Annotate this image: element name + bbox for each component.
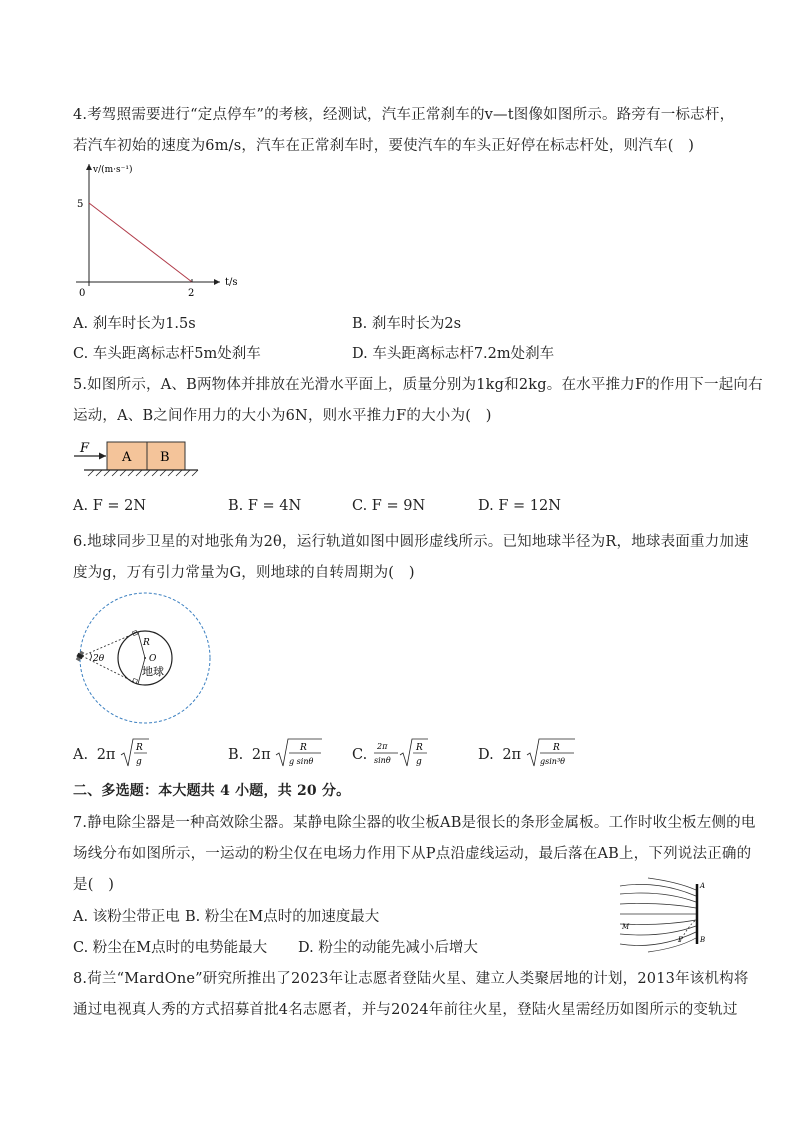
q6-center-label: O bbox=[149, 654, 157, 664]
q7-label-b: B bbox=[700, 936, 706, 944]
q6-option-a-num: R bbox=[136, 743, 143, 753]
q6-option-b-letter: B. bbox=[228, 747, 244, 763]
q5-option-b[interactable]: B. F = 4N bbox=[228, 498, 302, 514]
q4-x-tick-label: 2 bbox=[188, 288, 195, 299]
q4-option-b[interactable]: B. 刹车时长为2s bbox=[352, 316, 462, 332]
q6-option-b-sqrt bbox=[275, 737, 323, 773]
q6-tangent-lower bbox=[82, 656, 138, 684]
q6-orbit-figure bbox=[70, 590, 220, 730]
q6-option-d[interactable] bbox=[478, 737, 576, 773]
q6-option-b[interactable] bbox=[228, 737, 323, 773]
q6-option-c-fraction bbox=[372, 737, 430, 773]
q4-y-tick-label: 5 bbox=[77, 199, 84, 210]
q6-radius-label: R bbox=[143, 638, 150, 648]
q7-option-d[interactable]: D. 粉尘的动能先减小后增大 bbox=[298, 940, 478, 956]
q4-x-axis-label: t/s bbox=[225, 277, 238, 288]
q6-option-d-letter: D. bbox=[478, 747, 494, 763]
q5-force-label: F bbox=[80, 441, 90, 456]
q7-label-a: A bbox=[700, 882, 706, 890]
q5-ground-hatching bbox=[88, 470, 198, 476]
q4-stem-line2: 若汽车初始的速度为6m/s，汽车在正常刹车时，要使汽车的车头正好停在标志杆处，则汽车( ) bbox=[73, 138, 695, 154]
q7-field-lines bbox=[620, 878, 696, 952]
q6-option-c[interactable] bbox=[352, 737, 430, 773]
q6-option-b-num: R bbox=[300, 743, 308, 753]
q5-block-a-label: A bbox=[122, 450, 132, 465]
q6-option-a-coef: 2π bbox=[96, 747, 116, 763]
q6-option-c-coef-num: 2π bbox=[376, 742, 388, 751]
q6-stem-line2: 度为g，万有引力常量为G，则地球的自转周期为( ) bbox=[73, 565, 415, 581]
q6-earth-label: 地球 bbox=[142, 665, 164, 678]
q7-option-a[interactable]: A. 该粉尘带正电 bbox=[73, 909, 180, 925]
q6-center-dot bbox=[144, 657, 146, 659]
q6-option-d-sqrt bbox=[526, 737, 576, 773]
q6-angle-label: 2θ bbox=[93, 654, 105, 664]
q6-option-d-coef: 2π bbox=[502, 747, 522, 763]
q5-block-b-label: B bbox=[160, 450, 170, 465]
q6-option-a-den: g bbox=[136, 757, 142, 767]
q6-option-a[interactable] bbox=[73, 737, 150, 773]
q6-option-b-den: g sinθ bbox=[289, 757, 314, 766]
q5-blocks-figure bbox=[70, 436, 210, 480]
q4-vt-graph bbox=[70, 158, 250, 303]
q6-stem-line1: 6.地球同步卫星的对地张角为2θ，运行轨道如图中圆形虚线所示。已知地球半径为R，地球表面重力加速 bbox=[73, 534, 749, 550]
q7-option-b[interactable]: B. 粉尘在M点时的加速度最大 bbox=[185, 909, 380, 925]
q5-stem-line1: 5.如图所示，A、B两物体并排放在光滑水平面上，质量分别为1kg和2kg。在水平推力F的作用下一起向右 bbox=[73, 377, 763, 393]
q6-option-c-coef-den: sinθ bbox=[373, 756, 391, 765]
q6-option-d-num: R bbox=[552, 743, 560, 753]
q6-option-b-coef: 2π bbox=[251, 747, 271, 763]
q7-stem-line3: 是( ) bbox=[73, 877, 115, 893]
q4-origin-label: 0 bbox=[79, 288, 86, 299]
q5-stem-line2: 运动，A、B之间作用力的大小为6N，则水平推力F的大小为( ) bbox=[73, 408, 492, 424]
q4-stem-line1: 4.考驾照需要进行“定点停车”的考核，经测试，汽车正常刹车的v—t图像如图所示。路旁有一标志杆， bbox=[73, 107, 735, 123]
q6-option-c-num: R bbox=[415, 743, 423, 753]
q4-y-axis-label: v/(m·s⁻¹) bbox=[93, 165, 133, 175]
q8-stem-line2: 通过电视真人秀的方式招募首批4名志愿者，并与2024年前往火星，登陆火星需经历如图所示的变轨过 bbox=[73, 1002, 738, 1018]
q5-option-a[interactable]: A. F = 2N bbox=[73, 498, 147, 514]
q6-option-c-letter: C. bbox=[352, 747, 368, 763]
q7-label-p: P bbox=[678, 936, 683, 944]
section-2-title: 二、多选题：本大题共 4 小题，共 20 分。 bbox=[73, 783, 351, 799]
q7-stem-line2: 场线分布如图所示，一运动的粉尘仅在电场力作用下从P点沿虚线运动，最后落在AB上，下列说法正确的 bbox=[73, 846, 752, 862]
q7-stem-line1: 7.静电除尘器是一种高效除尘器。某静电除尘器的收尘板AB是很长的条形金属板。工作时收尘板左侧的电 bbox=[73, 815, 756, 831]
q6-option-c-den: g bbox=[415, 757, 422, 767]
q4-option-d[interactable]: D. 车头距离标志杆7.2m处刹车 bbox=[352, 346, 555, 362]
q7-label-m: M bbox=[622, 923, 630, 931]
q5-option-c[interactable]: C. F = 9N bbox=[352, 498, 426, 514]
q7-field-lines-figure bbox=[618, 876, 718, 954]
q4-option-a[interactable]: A. 刹车时长为1.5s bbox=[73, 316, 196, 332]
q6-option-a-sqrt bbox=[120, 737, 150, 773]
q6-option-a-letter: A. bbox=[73, 747, 89, 763]
q6-option-d-den: gsin³θ bbox=[539, 757, 565, 766]
q6-angle-arc bbox=[90, 653, 92, 660]
q5-option-d[interactable]: D. F = 12N bbox=[478, 498, 561, 514]
q4-option-c[interactable]: C. 车头距离标志杆5m处刹车 bbox=[73, 346, 261, 362]
q7-option-c[interactable]: C. 粉尘在M点时的电势能最大 bbox=[73, 940, 268, 956]
q4-velocity-line bbox=[89, 203, 192, 282]
q8-stem-line1: 8.荷兰“MardOne”研究所推出了2023年让志愿者登陆火星、建立人类聚居地的计划，2013年该机构将 bbox=[73, 971, 749, 987]
